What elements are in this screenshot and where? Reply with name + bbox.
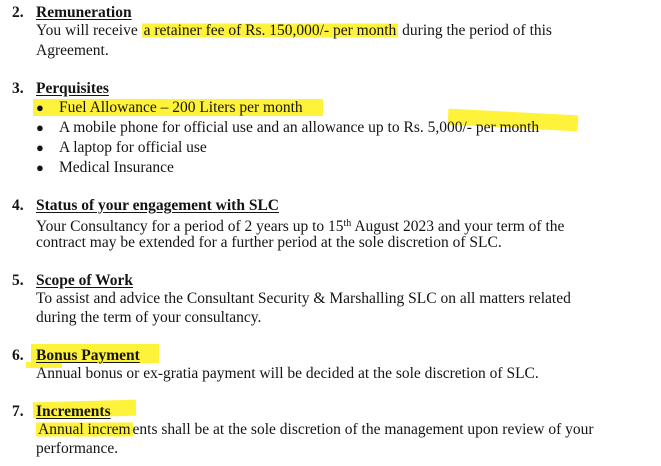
list-item: A laptop for official use bbox=[59, 139, 207, 156]
body-line: contract may be extended for a further period at the sole discretion of SLC. bbox=[36, 234, 502, 251]
section-number: 7. bbox=[12, 403, 24, 420]
section-number: 5. bbox=[12, 272, 24, 289]
list-item: A mobile phone for official use and an allowance up to Rs. 5,000/- per month bbox=[59, 119, 540, 136]
section-heading: Bonus Payment bbox=[36, 347, 140, 364]
highlighted-text: Annual increm bbox=[38, 421, 131, 438]
section-number: 3. bbox=[12, 80, 24, 97]
list-item: Medical Insurance bbox=[59, 159, 174, 176]
section-heading: Status of your engagement with SLC bbox=[36, 197, 279, 214]
section-number: 6. bbox=[12, 347, 24, 364]
bullet-icon: ● bbox=[36, 100, 44, 115]
section-number: 4. bbox=[12, 197, 24, 214]
body-line: during the term of your consultancy. bbox=[36, 309, 262, 326]
body-line: performance. bbox=[36, 440, 119, 457]
body-line: Annual increm ents shall be at the sole discretion of the management upon review of your bbox=[38, 421, 594, 438]
body-line: Your Consultancy for a period of 2 years up to 15th August 2023 and your term of the bbox=[36, 218, 565, 235]
bullet-icon: ● bbox=[36, 160, 44, 175]
section-heading: Perquisites bbox=[36, 80, 109, 97]
body-line: Annual bonus or ex-gratia payment will be decided at the sole discretion of SLC. bbox=[36, 365, 539, 382]
body-line: To assist and advice the Consultant Security & Marshalling SLC on all matters related bbox=[36, 290, 571, 307]
section-heading: Scope of Work bbox=[36, 272, 134, 289]
section-number: 2. bbox=[12, 4, 24, 21]
body-line: You will receive a retainer fee of Rs. 150,000/- per month during the period of this bbox=[36, 22, 552, 39]
section-heading: Remuneration bbox=[36, 4, 132, 21]
list-item: Fuel Allowance – 200 Liters per month bbox=[59, 99, 303, 116]
highlighted-text: a retainer fee of Rs. 150,000/- per month bbox=[143, 22, 397, 39]
bullet-icon: ● bbox=[36, 120, 44, 135]
bullet-icon: ● bbox=[36, 140, 44, 155]
section-heading: Increments bbox=[36, 403, 111, 420]
body-line: Agreement. bbox=[36, 42, 109, 59]
